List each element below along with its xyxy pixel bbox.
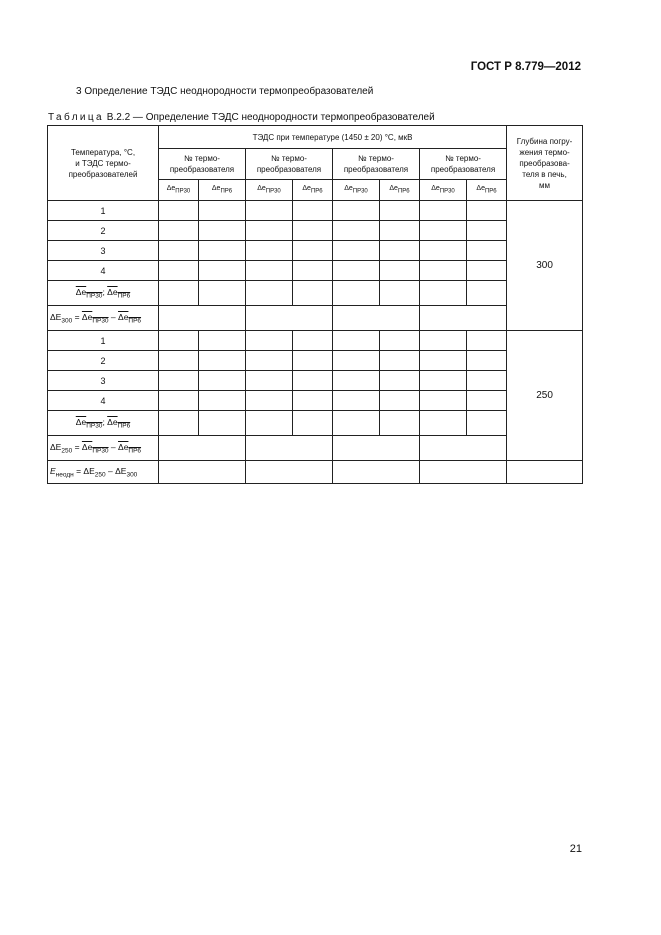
thermo-header: № термо- преобразователя bbox=[333, 149, 420, 180]
sub-col-pr30: $\Delta e_{ПР30}$ bbox=[420, 180, 467, 201]
sub-col-pr6: $\Delta e_{ПР6}$ bbox=[380, 180, 420, 201]
row-number: 4 bbox=[48, 261, 159, 281]
sub-col-pr30: $\Delta e_{ПР30}$ bbox=[333, 180, 380, 201]
table-number: В.2.2 bbox=[104, 112, 131, 123]
row-number: 4 bbox=[48, 391, 159, 411]
row-number: 2 bbox=[48, 351, 159, 371]
depth-value: 250 bbox=[507, 331, 583, 461]
sub-col-pr6: $\Delta e_{ПР6}$ bbox=[293, 180, 333, 201]
sub-col-pr30: $\Delta e_{ПР30}$ bbox=[246, 180, 293, 201]
page-number: 21 bbox=[569, 843, 582, 855]
table-title: Определение ТЭДС неоднородности термопреобразователей bbox=[145, 112, 435, 123]
row-header-cell: Температура, °С, и ТЭДС термо- преобразователей bbox=[48, 126, 159, 201]
row-number: 1 bbox=[48, 331, 159, 351]
table-label: Таблица bbox=[48, 112, 105, 123]
sub-col-pr6: $\Delta e_{ПР6}$ bbox=[467, 180, 507, 201]
delta-e300-label: $\Delta E_{300} = \Delta e_{ПР30} - \Delta e_{ПР6}$ bbox=[48, 306, 159, 331]
row-number: 2 bbox=[48, 221, 159, 241]
row-number: 3 bbox=[48, 371, 159, 391]
section-title: 3 Определение ТЭДС неоднородности термопреобразователей bbox=[76, 86, 374, 97]
average-row-label: $\Delta e_{ПР30}$; $\Delta e_{ПР6}$ bbox=[48, 281, 159, 306]
row-number: 1 bbox=[48, 201, 159, 221]
depth-value: 300 bbox=[507, 201, 583, 331]
depth-header: Глубина погру- жения термо- преобразова- теля в печь, мм bbox=[507, 126, 583, 201]
thermo-header: № термо- преобразователя bbox=[246, 149, 333, 180]
table-caption bbox=[48, 112, 435, 123]
sub-col-pr30: $\Delta e_{ПР30}$ bbox=[159, 180, 199, 201]
sub-col-pr6: $\Delta e_{ПР6}$ bbox=[199, 180, 246, 201]
thermo-header: № термо- преобразователя bbox=[159, 149, 246, 180]
standard-number: ГОСТ Р 8.779—2012 bbox=[470, 61, 581, 73]
caption-dash: — bbox=[130, 112, 146, 123]
average-row-label: $\Delta e_{ПР30}$; $\Delta e_{ПР6}$ bbox=[48, 411, 159, 436]
group-header: ТЭДС при температуре (1450 ± 20) °С, мкВ bbox=[159, 126, 507, 149]
thermo-header: № термо- преобразователя bbox=[420, 149, 507, 180]
measurement-table bbox=[47, 125, 583, 484]
row-number: 3 bbox=[48, 241, 159, 261]
e-neodn-label: $E_{неодн} = \Delta E_{250} - \Delta E_{300}$ bbox=[48, 461, 159, 484]
delta-e250-label: $\Delta E_{250} = \Delta e_{ПР30} - \Delta e_{ПР6}$ bbox=[48, 436, 159, 461]
